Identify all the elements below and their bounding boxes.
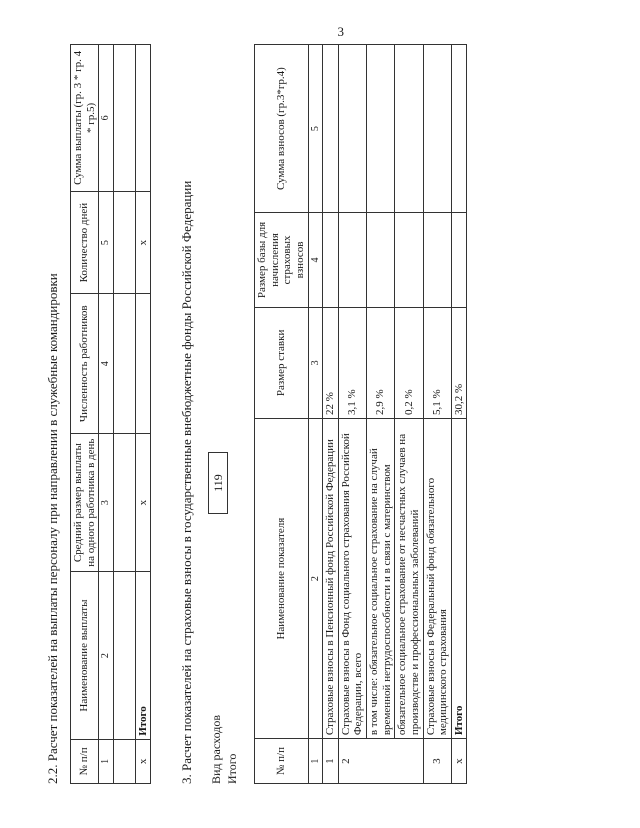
cell: х <box>135 433 151 571</box>
row-name: в том числе: обязательное социальное страхование на случай временной нетрудоспособности и в связи с материнством <box>366 419 394 739</box>
page-number: 3 <box>337 24 344 39</box>
header-employees: Численность работников <box>71 294 99 434</box>
col-num: 3 <box>308 307 323 418</box>
row-name: Страховые взносы в Фонд социального страхования Российской Федерации, всего <box>338 419 366 739</box>
travel-payments-table <box>70 44 151 784</box>
table-row <box>323 45 339 784</box>
row-no: 3 <box>423 739 451 784</box>
row-name: Страховые взносы в Федеральный фонд обязательного медицинского страхования <box>423 419 451 739</box>
row-no: 1 <box>323 739 339 784</box>
row-no: х <box>451 739 467 784</box>
col-num: 2 <box>308 419 323 739</box>
header-payment-name: Наименование выплаты <box>71 572 99 739</box>
table-row <box>113 45 135 784</box>
row-rate: 5,1 % <box>423 307 451 418</box>
col-num: 2 <box>99 572 114 739</box>
row-rate: 22 % <box>323 307 339 418</box>
table-header-row <box>71 45 99 784</box>
header-contrib-sum: Сумма взносов (гр.3*гр.4) <box>255 45 309 213</box>
header-days: Количество дней <box>71 191 99 294</box>
cell: х <box>135 739 151 783</box>
row-rate: 3,1 % <box>338 307 366 418</box>
table-row <box>366 45 394 784</box>
col-num: 1 <box>99 739 114 783</box>
table-row <box>423 45 451 784</box>
table-header-row <box>255 45 309 784</box>
header-base: Размер базы для начисления страховых взносов <box>255 213 309 307</box>
total-label: Итого <box>225 753 239 784</box>
row-rate: 0,2 % <box>395 307 423 418</box>
header-avg-payment: Средний размер выплаты на одного работника в день <box>71 433 99 571</box>
insurance-contributions-table <box>254 44 467 784</box>
column-number-row <box>99 45 114 784</box>
col-num: 1 <box>308 739 323 784</box>
section-2-2-title: 2.2. Расчет показателей на выплаты персоналу при направлении в служебные командировки <box>45 273 60 784</box>
section-3-title: 3. Расчет показателей на страховые взносы в государственные внебюджетные фонды Российской Федерации <box>179 180 194 784</box>
col-num: 4 <box>308 213 323 307</box>
header-sum: Сумма выплаты (гр. 3 * гр. 4 * гр.5) <box>71 45 99 192</box>
header-rate: Размер ставки <box>255 307 309 418</box>
cell: Итого <box>135 572 151 739</box>
expense-type-code: 119 <box>208 452 228 514</box>
table-row <box>338 45 366 784</box>
col-num: 3 <box>99 433 114 571</box>
row-name: обязательное социальное страхование от несчастных случаев на производстве и профессиональных заболеваний <box>395 419 423 739</box>
col-num: 4 <box>99 294 114 434</box>
table-row <box>395 45 423 784</box>
row-name: Итого <box>451 419 467 739</box>
row-no: 2 <box>338 739 423 784</box>
header-no: № п/п <box>255 739 309 784</box>
header-no: № п/п <box>71 739 99 783</box>
total-row <box>135 45 151 784</box>
col-num: 5 <box>308 45 323 213</box>
column-number-row <box>308 45 323 784</box>
cell <box>135 294 151 434</box>
col-num: 5 <box>99 191 114 294</box>
header-indicator: Наименование показателя <box>255 419 309 739</box>
cell: х <box>135 191 151 294</box>
total-row <box>451 45 467 784</box>
row-rate: 2,9 % <box>366 307 394 418</box>
row-rate: 30,2 % <box>451 307 467 418</box>
row-name: Страховые взносы в Пенсионный фонд Российской Федерации <box>323 419 339 739</box>
col-num: 6 <box>99 45 114 192</box>
expense-type-label: Вид расходов <box>209 715 223 784</box>
rotated-content <box>40 24 600 804</box>
cell <box>135 45 151 192</box>
